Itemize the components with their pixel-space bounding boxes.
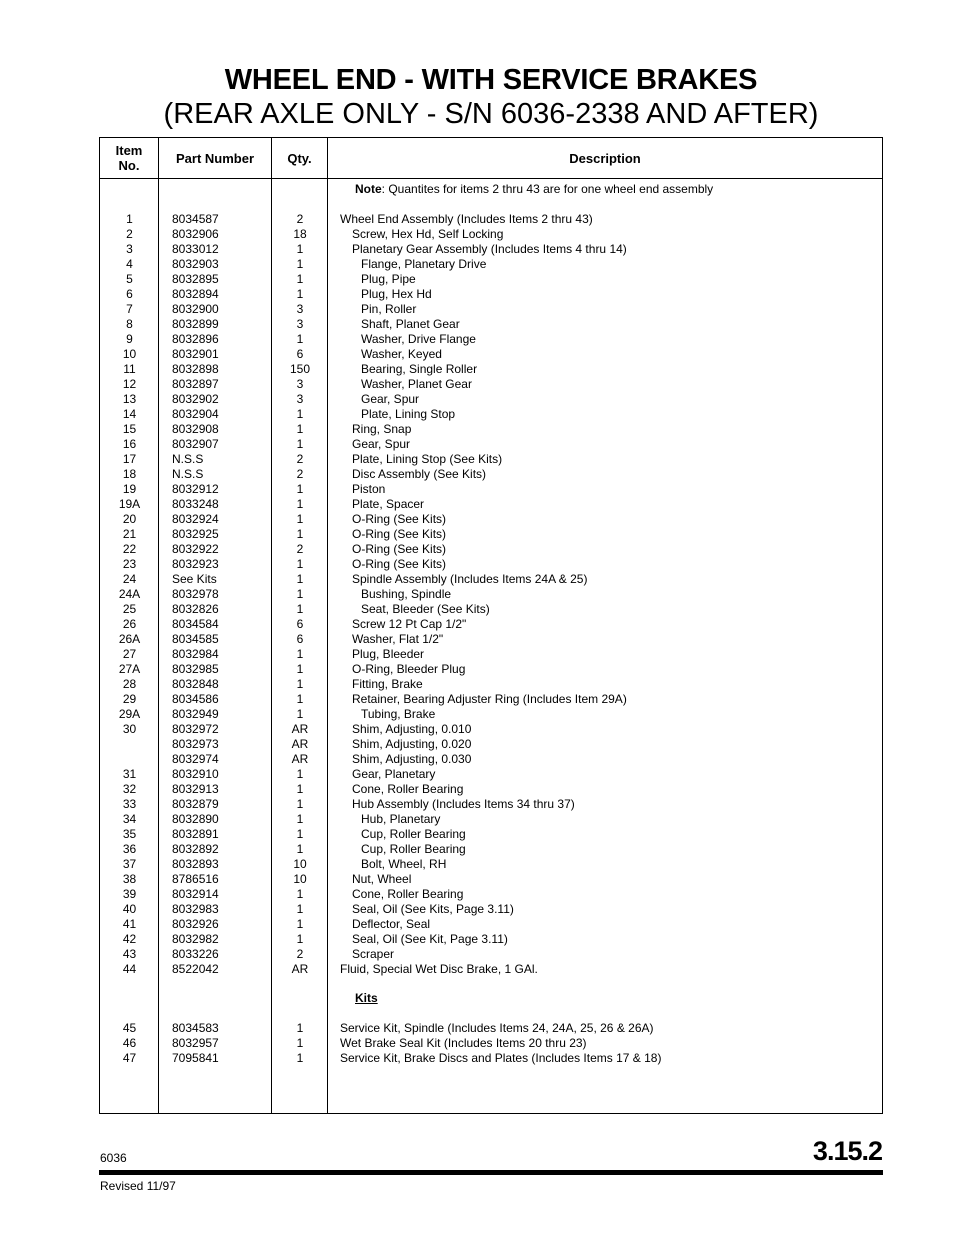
quantity: 1	[296, 782, 304, 796]
part-number: 8032879	[172, 797, 219, 811]
part-number: 8032901	[172, 347, 219, 361]
part-number: 8032978	[172, 587, 219, 601]
part-number: 8032908	[172, 422, 219, 436]
header-item-label: Item	[115, 143, 143, 158]
quantity: 6	[296, 347, 304, 361]
quantity: 1	[296, 332, 304, 346]
item-number: 1	[126, 212, 133, 226]
table-row	[100, 467, 882, 482]
item-number: 24	[122, 572, 137, 586]
item-number: 7	[126, 302, 133, 316]
item-number: 19	[122, 482, 137, 496]
description: Disc Assembly (See Kits)	[352, 467, 487, 481]
table-row	[100, 407, 882, 422]
description: Washer, Drive Flange	[361, 332, 476, 346]
quantity: 1	[296, 902, 304, 916]
description: Washer, Flat 1/2"	[352, 632, 444, 646]
quantity: 1	[296, 242, 304, 256]
quantity: 1	[296, 887, 304, 901]
part-number: N.S.S	[172, 467, 204, 481]
part-number: 8032900	[172, 302, 219, 316]
description: Pin, Roller	[361, 302, 417, 316]
item-number: 18	[122, 467, 137, 481]
part-number: 8034586	[172, 692, 219, 706]
item-number: 43	[122, 947, 137, 961]
table-row	[100, 827, 882, 842]
kits-heading: Kits	[355, 991, 378, 1005]
quantity: 1	[296, 482, 304, 496]
part-number: See Kits	[172, 572, 217, 586]
item-number: 8	[126, 317, 133, 331]
part-number: 8032898	[172, 362, 219, 376]
part-number: 8032893	[172, 857, 219, 871]
quantity: 1	[296, 587, 304, 601]
revision-date: Revised 11/97	[100, 1179, 176, 1193]
item-number: 9	[126, 332, 133, 346]
description: Screw, Hex Hd, Self Locking	[352, 227, 504, 241]
quantity: 2	[296, 212, 304, 226]
parts-table	[99, 137, 883, 1114]
table-row	[100, 482, 882, 497]
description: O-Ring (See Kits)	[352, 557, 447, 571]
quantity: 1	[296, 812, 304, 826]
table-row	[100, 1036, 882, 1051]
quantity: 1	[296, 602, 304, 616]
description: Plate, Lining Stop (See Kits)	[352, 452, 503, 466]
part-number: 8032906	[172, 227, 219, 241]
table-row	[100, 902, 882, 917]
description: Spindle Assembly (Includes Items 24A & 25)	[352, 572, 588, 586]
quantity: 18	[293, 227, 307, 241]
header-item-no	[100, 138, 158, 178]
header-part-number: Part Number	[175, 150, 255, 166]
part-number: 8032895	[172, 272, 219, 286]
description: Tubing, Brake	[361, 707, 436, 721]
description: Gear, Planetary	[352, 767, 436, 781]
part-number: 8032891	[172, 827, 219, 841]
page-subtitle: (REAR AXLE ONLY - S/N 6036-2338 AND AFTER)	[163, 98, 819, 130]
table-row	[100, 662, 882, 677]
quantity: 1	[296, 497, 304, 511]
quantity: AR	[291, 722, 309, 736]
quantity: 1	[296, 527, 304, 541]
quantity: 10	[293, 857, 307, 871]
part-number: 8034585	[172, 632, 219, 646]
table-row	[100, 527, 882, 542]
item-number: 26A	[118, 632, 141, 646]
quantity: AR	[291, 737, 309, 751]
description: Ring, Snap	[352, 422, 412, 436]
description: Plug, Bleeder	[352, 647, 425, 661]
part-number: 8032923	[172, 557, 219, 571]
description: Washer, Planet Gear	[361, 377, 472, 391]
quantity: 2	[296, 452, 304, 466]
part-number: 8032974	[172, 752, 219, 766]
description: Plug, Pipe	[361, 272, 416, 286]
table-row	[100, 692, 882, 707]
table-row	[100, 287, 882, 302]
quantity: 150	[289, 362, 311, 376]
part-number: 7095841	[172, 1051, 219, 1065]
table-row	[100, 437, 882, 452]
table-row	[100, 422, 882, 437]
part-number: 8032899	[172, 317, 219, 331]
item-number: 13	[122, 392, 137, 406]
table-row	[100, 782, 882, 797]
part-number: 8032904	[172, 407, 219, 421]
description: Cup, Roller Bearing	[361, 827, 466, 841]
quantity: 1	[296, 287, 304, 301]
item-number: 32	[122, 782, 137, 796]
description: Seal, Oil (See Kit, Page 3.11)	[352, 932, 508, 946]
item-number: 29	[122, 692, 137, 706]
table-row	[100, 302, 882, 317]
description: Plate, Spacer	[352, 497, 425, 511]
part-number: 8033248	[172, 497, 219, 511]
description: Hub, Planetary	[361, 812, 441, 826]
item-number: 29A	[118, 707, 141, 721]
description: Piston	[352, 482, 386, 496]
item-number: 22	[122, 542, 137, 556]
quantity: 1	[296, 767, 304, 781]
part-number: 8032972	[172, 722, 219, 736]
header-description: Description	[569, 150, 641, 166]
table-row	[100, 452, 882, 467]
item-number: 45	[122, 1021, 137, 1035]
table-row	[100, 1021, 882, 1036]
part-number: 8032894	[172, 287, 219, 301]
page-title: WHEEL END - WITH SERVICE BRAKES	[224, 64, 758, 96]
item-number: 41	[122, 917, 137, 931]
description: Nut, Wheel	[352, 872, 412, 886]
page-number: 3.15.2	[812, 1136, 882, 1166]
description: Retainer, Bearing Adjuster Ring (Includes Item 29A)	[352, 692, 627, 706]
quantity: 1	[296, 917, 304, 931]
item-number: 35	[122, 827, 137, 841]
part-number: 8032902	[172, 392, 219, 406]
description: Hub Assembly (Includes Items 34 thru 37)	[352, 797, 575, 811]
item-number: 36	[122, 842, 137, 856]
part-number: 8032926	[172, 917, 219, 931]
description: Shim, Adjusting, 0.020	[352, 737, 472, 751]
part-number: 8032984	[172, 647, 219, 661]
item-number: 5	[126, 272, 133, 286]
table-row	[100, 317, 882, 332]
table-row	[100, 887, 882, 902]
quantity: 1	[296, 557, 304, 571]
item-number: 17	[122, 452, 137, 466]
item-number: 25	[122, 602, 137, 616]
description: Washer, Keyed	[361, 347, 442, 361]
item-number: 16	[122, 437, 137, 451]
description: Wheel End Assembly (Includes Items 2 thru 43)	[340, 212, 593, 226]
description: Fluid, Special Wet Disc Brake, 1 GAl.	[340, 962, 538, 976]
part-number: 8034584	[172, 617, 219, 631]
table-row	[100, 677, 882, 692]
part-number: 8032910	[172, 767, 219, 781]
table-row	[100, 947, 882, 962]
description: Plug, Hex Hd	[361, 287, 432, 301]
quantity: 10	[293, 872, 307, 886]
quantity: 1	[296, 422, 304, 436]
description: Cup, Roller Bearing	[361, 842, 466, 856]
quantity: 1	[296, 1021, 304, 1035]
part-number: 8786516	[172, 872, 219, 886]
table-row	[100, 1051, 882, 1066]
table-row	[100, 572, 882, 587]
table-row	[100, 647, 882, 662]
item-number: 42	[122, 932, 137, 946]
quantity: 2	[296, 542, 304, 556]
part-number: 8034587	[172, 212, 219, 226]
table-row	[100, 767, 882, 782]
item-number: 6	[126, 287, 133, 301]
item-number: 14	[122, 407, 137, 421]
item-number: 28	[122, 677, 137, 691]
table-row	[100, 377, 882, 392]
part-number: 8032949	[172, 707, 219, 721]
table-row	[100, 227, 882, 242]
part-number: 8522042	[172, 962, 219, 976]
quantity: 1	[296, 677, 304, 691]
part-number: 8033226	[172, 947, 219, 961]
table-row	[100, 602, 882, 617]
table-row	[100, 512, 882, 527]
quantity: AR	[291, 962, 309, 976]
description: Wet Brake Seal Kit (Includes Items 20 thru 23)	[340, 1036, 587, 1050]
table-row	[100, 932, 882, 947]
description: Seal, Oil (See Kits, Page 3.11)	[352, 902, 514, 916]
description: Service Kit, Spindle (Includes Items 24, 24A, 25, 26 & 26A)	[340, 1021, 654, 1035]
item-number: 15	[122, 422, 137, 436]
description: Shim, Adjusting, 0.030	[352, 752, 472, 766]
table-row	[100, 257, 882, 272]
description: Shim, Adjusting, 0.010	[352, 722, 472, 736]
item-number: 44	[122, 962, 137, 976]
item-number: 46	[122, 1036, 137, 1050]
description: Cone, Roller Bearing	[352, 887, 464, 901]
part-number: 8032896	[172, 332, 219, 346]
part-number: 8032914	[172, 887, 219, 901]
part-number: 8032925	[172, 527, 219, 541]
description: Flange, Planetary Drive	[361, 257, 487, 271]
item-number: 19A	[118, 497, 141, 511]
table-row	[100, 722, 882, 737]
table-row	[100, 212, 882, 227]
description: Bolt, Wheel, RH	[361, 857, 447, 871]
item-number: 47	[122, 1051, 137, 1065]
table-row	[100, 797, 882, 812]
item-number: 37	[122, 857, 137, 871]
quantity: 3	[296, 377, 304, 391]
quantity: 3	[296, 317, 304, 331]
part-number: 8032897	[172, 377, 219, 391]
part-number: 8032957	[172, 1036, 219, 1050]
item-number: 39	[122, 887, 137, 901]
table-row	[100, 632, 882, 647]
footer-rule	[99, 1170, 883, 1175]
table-row	[100, 557, 882, 572]
quantity: 1	[296, 272, 304, 286]
description: Scraper	[352, 947, 395, 961]
table-row	[100, 587, 882, 602]
document-number: 6036	[100, 1151, 127, 1165]
table-row	[100, 497, 882, 512]
description: Service Kit, Brake Discs and Plates (Includes Items 17 & 18)	[340, 1051, 662, 1065]
quantity: 1	[296, 707, 304, 721]
part-number: 8032890	[172, 812, 219, 826]
table-row	[100, 917, 882, 932]
part-number: 8032913	[172, 782, 219, 796]
part-number: 8032907	[172, 437, 219, 451]
note-label: Note	[355, 182, 382, 196]
item-number: 23	[122, 557, 137, 571]
part-number: 8034583	[172, 1021, 219, 1035]
quantity: 2	[296, 467, 304, 481]
part-number: 8032924	[172, 512, 219, 526]
quantity: 2	[296, 947, 304, 961]
description: Screw 12 Pt Cap 1/2"	[352, 617, 467, 631]
item-number: 27	[122, 647, 137, 661]
part-number: 8032982	[172, 932, 219, 946]
quantity-note	[355, 182, 713, 196]
part-number: 8032973	[172, 737, 219, 751]
quantity: 1	[296, 662, 304, 676]
description: Cone, Roller Bearing	[352, 782, 464, 796]
item-number: 26	[122, 617, 137, 631]
header-divider	[100, 178, 882, 179]
item-number: 20	[122, 512, 137, 526]
description: Planetary Gear Assembly (Includes Items 4 thru 14)	[352, 242, 627, 256]
table-row	[100, 542, 882, 557]
part-number: 8032903	[172, 257, 219, 271]
item-number: 31	[122, 767, 137, 781]
table-row	[100, 617, 882, 632]
table-row	[100, 272, 882, 287]
item-number: 21	[122, 527, 137, 541]
item-number: 10	[122, 347, 137, 361]
table-row	[100, 347, 882, 362]
quantity: 6	[296, 632, 304, 646]
part-number: 8032848	[172, 677, 219, 691]
item-number: 2	[126, 227, 133, 241]
description: O-Ring, Bleeder Plug	[352, 662, 466, 676]
quantity: 1	[296, 407, 304, 421]
quantity: 1	[296, 827, 304, 841]
part-number: 8032826	[172, 602, 219, 616]
table-row	[100, 392, 882, 407]
quantity: 1	[296, 692, 304, 706]
quantity: 1	[296, 437, 304, 451]
table-row	[100, 332, 882, 347]
quantity: 1	[296, 512, 304, 526]
part-number: 8032983	[172, 902, 219, 916]
table-row	[100, 962, 882, 977]
description: O-Ring (See Kits)	[352, 527, 447, 541]
part-number: 8032985	[172, 662, 219, 676]
description: Seat, Bleeder (See Kits)	[361, 602, 490, 616]
quantity: 1	[296, 842, 304, 856]
table-row	[100, 842, 882, 857]
quantity: 1	[296, 1036, 304, 1050]
part-number: 8032922	[172, 542, 219, 556]
item-number: 12	[122, 377, 137, 391]
description: O-Ring (See Kits)	[352, 512, 447, 526]
item-number: 40	[122, 902, 137, 916]
part-number: 8032912	[172, 482, 219, 496]
description: Shaft, Planet Gear	[361, 317, 460, 331]
item-number: 3	[126, 242, 133, 256]
table-row	[100, 737, 882, 752]
description: Bearing, Single Roller	[361, 362, 478, 376]
quantity: 1	[296, 1051, 304, 1065]
part-number: N.S.S	[172, 452, 204, 466]
table-row	[100, 752, 882, 767]
item-number: 24A	[118, 587, 141, 601]
note-text: : Quantites for items 2 thru 43 are for one wheel end assembly	[381, 182, 714, 196]
item-number: 11	[123, 362, 136, 376]
description: Fitting, Brake	[352, 677, 423, 691]
quantity: 1	[296, 647, 304, 661]
item-number: 30	[122, 722, 137, 736]
quantity: 3	[296, 392, 304, 406]
table-row	[100, 872, 882, 887]
description: Deflector, Seal	[352, 917, 431, 931]
table-row	[100, 707, 882, 722]
description: Plate, Lining Stop	[361, 407, 456, 421]
quantity: 1	[296, 257, 304, 271]
table-row	[100, 812, 882, 827]
table-row	[100, 362, 882, 377]
table-row	[100, 242, 882, 257]
item-number: 27A	[118, 662, 141, 676]
description: Gear, Spur	[361, 392, 420, 406]
item-number: 4	[126, 257, 133, 271]
quantity: 6	[296, 617, 304, 631]
item-number: 34	[122, 812, 137, 826]
header-qty: Qty.	[287, 150, 312, 166]
part-number: 8032892	[172, 842, 219, 856]
description: Bushing, Spindle	[361, 587, 452, 601]
quantity: 1	[296, 572, 304, 586]
description: Gear, Spur	[352, 437, 411, 451]
item-number: 38	[122, 872, 137, 886]
item-number: 33	[122, 797, 137, 811]
quantity: 3	[296, 302, 304, 316]
quantity: 1	[296, 797, 304, 811]
header-no-label: No.	[118, 158, 140, 173]
quantity: 1	[296, 932, 304, 946]
description: O-Ring (See Kits)	[352, 542, 447, 556]
table-row	[100, 857, 882, 872]
part-number: 8033012	[172, 242, 219, 256]
quantity: AR	[291, 752, 309, 766]
